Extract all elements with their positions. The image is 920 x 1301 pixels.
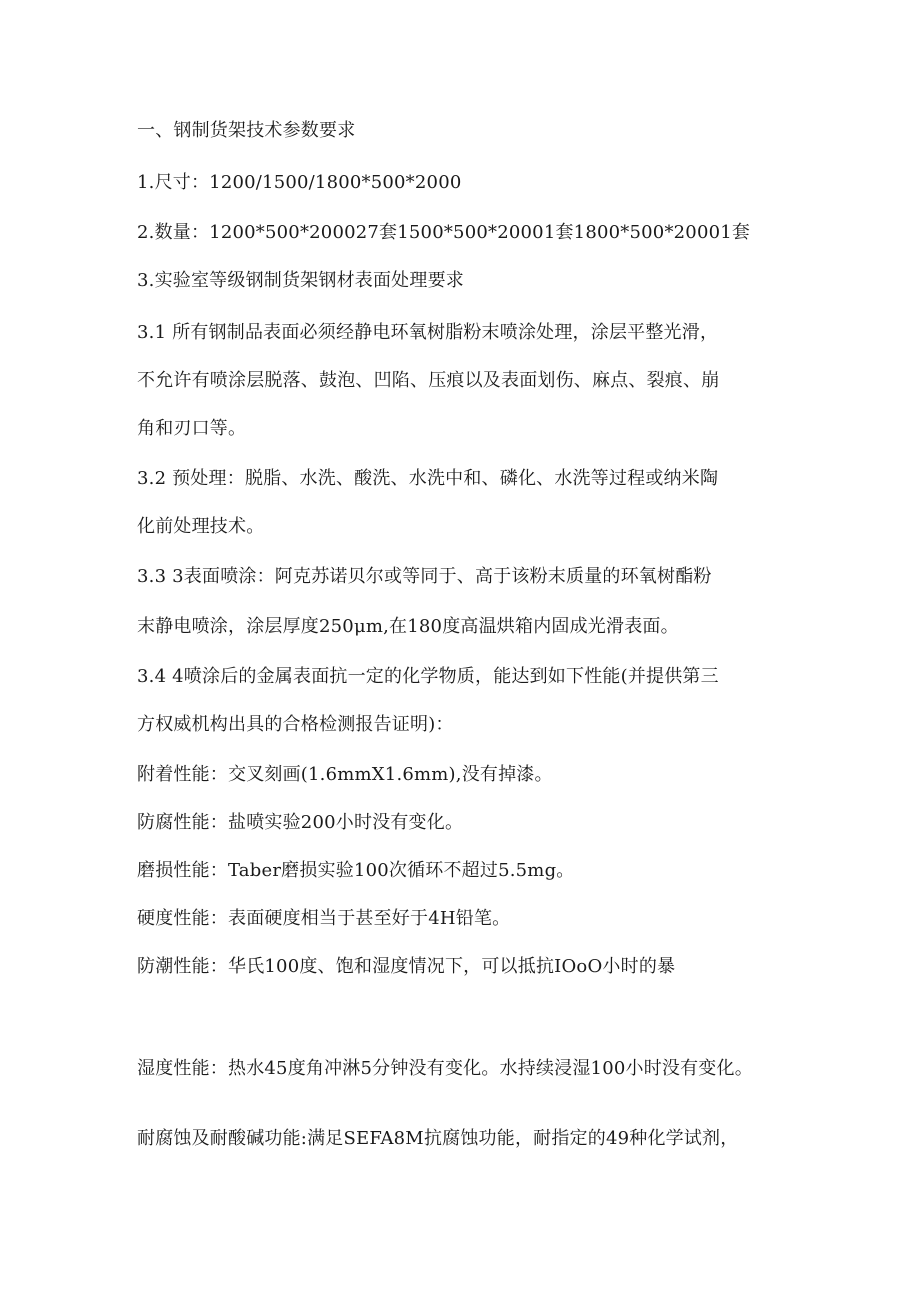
corrosion-performance: 防腐性能：盐喷实验200小时没有变化。 (137, 812, 464, 833)
adhesion-performance: 附着性能：交叉刻画(1.6mmX1.6mm),没有掉漆。 (137, 764, 553, 785)
section-heading: 一、钢制货架技术参数要求 (137, 120, 356, 141)
hardness-performance: 硬度性能：表面硬度相当于甚至好于4H铅笔。 (137, 908, 511, 929)
size-spec-line: 1.尺寸：1200/1500/1800*500*2000 (137, 172, 462, 193)
clause-3-1-line-2: 不允许有喷涂层脱落、鼓泡、凹陷、压痕以及表面划伤、麻点、裂痕、崩 (137, 370, 720, 391)
clause-3-1-line-1: 3.1 所有钢制品表面必须经静电环氧树脂粉末喷涂处理，涂层平整光滑， (137, 322, 719, 343)
moisture-performance: 防潮性能：华氏100度、饱和湿度情况下，可以抵抗IOoO小时的暴 (137, 956, 676, 977)
clause-3-2-line-1: 3.2 预处理：脱脂、水洗、酸洗、水洗中和、磷化、水洗等过程或纳米陶 (137, 468, 719, 489)
clause-3-4-line-1: 3.4 4喷涂后的金属表面抗一定的化学物质，能达到如下性能(并提供第三 (137, 666, 719, 687)
clause-3-4-line-2: 方权威机构出具的合格检测报告证明)： (137, 714, 454, 735)
surface-treatment-heading: 3.实验室等级钢制货架钢材表面处理要求 (137, 270, 464, 291)
humidity-performance: 湿度性能：热水45度角冲淋5分钟没有变化。水持续浸湿100小时没有变化。 (137, 1058, 753, 1079)
clause-3-1-line-3: 角和刃口等。 (137, 418, 247, 439)
clause-3-3-line-1: 3.3 3表面喷涂：阿克苏诺贝尔或等同于、高于该粉末质量的环氧树酯粉 (137, 566, 712, 587)
quantity-line: 2.数量：1200*500*200027套1500*500*20001套1800*500*20001套 (137, 222, 751, 243)
clause-3-2-line-2: 化前处理技术。 (137, 516, 265, 537)
abrasion-performance: 磨损性能：Taber磨损实验100次循环不超过5.5mg。 (137, 860, 575, 881)
clause-3-3-line-2: 末静电喷涂，涂层厚度250μm,在180度高温烘箱内固成光滑表面。 (137, 616, 679, 637)
acid-alkali-resistance: 耐腐蚀及耐酸碱功能:满足SEFA8M抗腐蚀功能，耐指定的49种化学试剂， (137, 1128, 739, 1149)
